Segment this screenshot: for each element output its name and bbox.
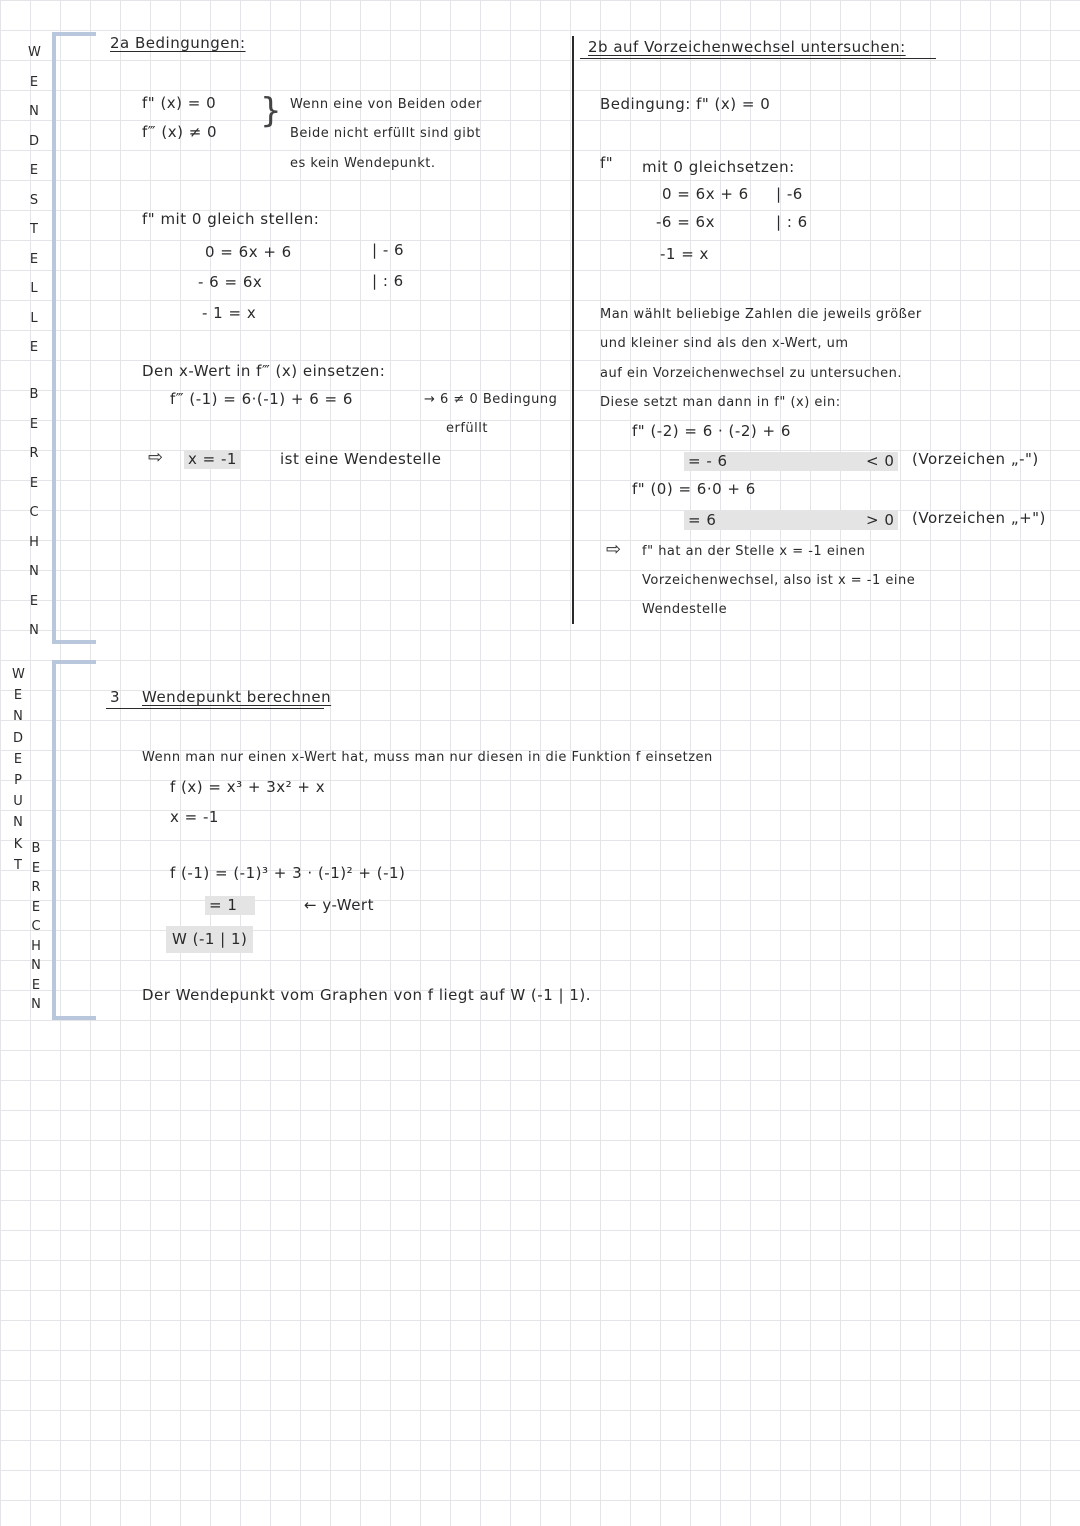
explanation-line-2: und kleiner sind als den x-Wert, um — [600, 336, 849, 351]
function-evaluation: f (-1) = (-1)³ + 3 · (-1)² + (-1) — [170, 864, 406, 882]
side-label-letter: E — [29, 251, 39, 267]
side-label-letter: E — [13, 688, 23, 704]
side-label-letter: L — [30, 310, 38, 326]
conclusion-2b-line-1: f" hat an der Stelle x = -1 einen — [642, 544, 866, 559]
condition-note-line-2: Beide nicht erfüllt sind gibt — [290, 126, 481, 141]
side-label-letter: L — [30, 281, 38, 296]
side-label-letter: N — [31, 958, 41, 973]
side-label-letter: E — [31, 899, 41, 915]
side-label-letter: E — [29, 593, 39, 609]
side-label-letter: R — [29, 446, 39, 461]
curly-brace: } — [260, 91, 283, 131]
side-label-letter: E — [13, 751, 23, 767]
explanation-line-3: auf ein Vorzeichenwechsel zu untersuchen. — [600, 366, 903, 381]
side-label-letter: T — [14, 857, 22, 873]
inflection-point: W (-1 | 1) — [166, 926, 253, 953]
section-3-heading: Wendepunkt berechnen — [142, 688, 332, 706]
side-label-letter: U — [13, 794, 23, 810]
side-label-letter: T — [30, 222, 38, 237]
conclusion-arrow-icon: ⇨ — [606, 539, 622, 560]
equation-2b-line-3: -1 = x — [660, 245, 709, 263]
step-title-set-zero: f" mit 0 gleich stellen: — [142, 210, 320, 228]
conclusion-2b-line-3: Wendestelle — [642, 602, 728, 617]
operation-2b-2: | : 6 — [776, 213, 808, 231]
heading-underline — [580, 58, 936, 59]
section-3-intro: Wenn man nur einen x-Wert hat, muss man nur diesen in die Funktion f einsetzen — [142, 750, 713, 765]
calc-fpp-minus-2-result: = - 6 — [684, 452, 896, 471]
equation-line-1: 0 = 6x + 6 — [205, 243, 292, 261]
operation-2: | : 6 — [372, 272, 404, 290]
side-label-letter: B — [31, 841, 41, 856]
side-label-letter: E — [29, 163, 39, 178]
equation-line-2: - 6 = 6x — [198, 273, 263, 291]
condition-note-line-3: es kein Wendepunkt. — [290, 156, 436, 171]
side-label-letter: N — [29, 623, 39, 638]
final-conclusion: Der Wendepunkt vom Graphen von f liegt auf W (-1 | 1). — [142, 986, 591, 1004]
side-label-letter: N — [13, 709, 23, 725]
function-definition: f (x) = x³ + 3x² + x — [170, 778, 326, 796]
side-label-letter: S — [29, 192, 39, 208]
condition-note-line-1: Wenn eine von Beiden oder — [290, 97, 482, 112]
second-derivative-label: f" — [600, 154, 614, 172]
result-text: ist eine Wendestelle — [280, 450, 442, 468]
explanation-line-1: Man wählt beliebige Zahlen die jeweils größer — [600, 307, 922, 322]
section-2b-heading: 2b auf Vorzeichenwechsel untersuchen: — [588, 38, 906, 56]
step-title-2b: mit 0 gleichsetzen: — [642, 158, 795, 176]
calc-fpp-zero-note: (Vorzeichen „+") — [912, 509, 1046, 527]
equation-2b-line-2: -6 = 6x — [656, 213, 715, 231]
x-value: x = -1 — [170, 808, 219, 826]
condition-2b: Bedingung: f" (x) = 0 — [600, 95, 771, 113]
equation-line-3: - 1 = x — [202, 304, 257, 322]
condition-second-derivative: f" (x) = 0 — [142, 94, 217, 112]
column-divider — [572, 36, 574, 624]
y-value-note: ← y-Wert — [304, 896, 374, 914]
section-3-underline — [106, 708, 324, 709]
result-arrow-icon: ⇨ — [148, 447, 164, 468]
side-label-letter: H — [29, 534, 39, 550]
insert-title: Den x-Wert in f‴ (x) einsetzen: — [142, 362, 386, 380]
side-label-letter: K — [13, 836, 23, 852]
side-label-letter: R — [31, 880, 41, 895]
side-label-letter: W — [28, 45, 41, 60]
calc-fpp-zero-result: = 6 — [684, 511, 884, 530]
condition-check-line-2: erfüllt — [446, 421, 488, 436]
side-label-letter: D — [12, 730, 23, 746]
insert-equation: f‴ (-1) = 6·(-1) + 6 = 6 — [170, 390, 353, 408]
equation-2b-line-1: 0 = 6x + 6 — [662, 185, 749, 203]
side-label-letter: H — [31, 938, 41, 954]
side-label-letter: N — [31, 997, 41, 1012]
side-label-letter: D — [28, 133, 39, 149]
side-label-letter: E — [29, 475, 39, 491]
condition-third-derivative: f‴ (x) ≠ 0 — [142, 123, 218, 141]
section-2a-heading: 2a Bedingungen: — [110, 34, 246, 52]
side-label-letter: E — [29, 340, 39, 355]
calc-fpp-zero-sign: > 0 — [862, 511, 898, 530]
calc-fpp-minus-2-sign: < 0 — [862, 452, 898, 471]
operation-1: | - 6 — [372, 241, 405, 259]
operation-2b-1: | -6 — [776, 185, 803, 203]
side-label-letter: B — [29, 387, 39, 402]
side-label-letter: E — [29, 74, 39, 90]
conclusion-2b-line-2: Vorzeichenwechsel, also ist x = -1 eine — [642, 573, 916, 588]
evaluation-result: = 1 — [205, 896, 255, 915]
side-label-letter: E — [29, 416, 39, 432]
side-label-letter: E — [31, 977, 41, 993]
section-3-number: 3 — [110, 688, 121, 706]
result-x-value: x = -1 — [184, 450, 241, 469]
side-label-letter: W — [12, 667, 25, 682]
side-label-letter: P — [14, 773, 22, 788]
calc-fpp-minus-2-note: (Vorzeichen „-") — [912, 450, 1039, 468]
calc-fpp-zero: f" (0) = 6·0 + 6 — [632, 480, 756, 498]
section-bracket-bottom — [52, 660, 56, 1020]
side-label-letter: C — [29, 505, 39, 520]
side-label-letter: N — [29, 104, 39, 119]
side-label-letter: C — [31, 919, 41, 934]
condition-check-line-1: → 6 ≠ 0 Bedingung — [424, 392, 558, 407]
side-label-letter: E — [31, 860, 41, 876]
side-label-letter: N — [29, 564, 39, 579]
calc-fpp-minus-2: f" (-2) = 6 · (-2) + 6 — [632, 422, 791, 440]
side-label-letter: N — [13, 815, 23, 831]
section-bracket-top — [52, 32, 56, 644]
explanation-line-4: Diese setzt man dann in f" (x) ein: — [600, 395, 841, 410]
